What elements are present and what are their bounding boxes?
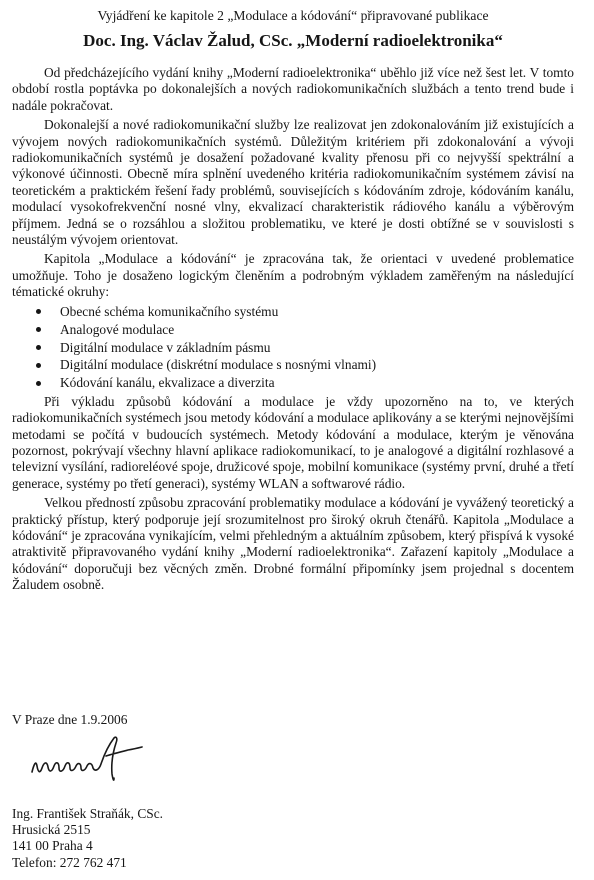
list-item-text: Digitální modulace v základním pásmu <box>60 339 271 355</box>
sender-name: Ing. František Straňák, CSc. <box>12 806 163 821</box>
sender-city: 141 00 Praha 4 <box>12 838 93 854</box>
sender-street: Hrusická 2515 <box>12 822 91 838</box>
paragraph-2: Dokonalejší a nové radiokomunikační služby lze realizovat jen zdokonalováním již existujících a vývojem nových radiokomunikačních systémů. Důležitým kritériem při zdokonalování a vývoji radiokomunikačních systémů je dosažení požadované kvality přenosu při co nejvyšší spektrální a výkonové účinnosti. Obecně míra splnění uvedeného kritéria radiokomunikačním systémem závisí na teoretickém a praktickém řešení řady problémů, souvisejících s kódováním zdroje, kódováním kanálu, modulací vysokofrekvenční nosné vlny, ekvalizací charakteristik rádiového kanálu a výběrovým příjmem. Jedná se o rozsáhlou a složitou problematiku, ve které je dosti obtížné se v souvislosti s neustálým vývojem orientovat. <box>12 117 574 248</box>
bullet-icon <box>36 381 41 386</box>
document-heading: Vyjádření ke kapitole 2 „Modulace a kódování“ připravované publikace <box>97 8 489 23</box>
bullet-icon <box>36 327 41 332</box>
handwritten-signature-icon <box>28 728 148 786</box>
bullet-icon <box>36 363 41 368</box>
document-title: Doc. Ing. Václav Žalud, CSc. „Moderní radioelektronika“ <box>83 31 503 50</box>
list-item <box>34 322 574 338</box>
topic-list <box>12 304 574 392</box>
sender-address <box>12 806 163 871</box>
list-item <box>34 357 574 373</box>
paragraph-3: Kapitola „Modulace a kódování“ je zpracována tak, že orientaci v uvedené problematice umožňuje. Toho je dosaženo logickým členěním a podrobným výkladem zaměřeným na následující tématické okruhy: <box>12 251 574 300</box>
document-date: V Praze dne 1.9.2006 <box>12 712 128 727</box>
list-item-text: Analogové modulace <box>60 321 175 337</box>
bullet-icon <box>36 309 41 314</box>
paragraph-4: Při výkladu způsobů kódování a modulace je vždy upozorněno na to, ve kterých radiokomunikačních systémech jsou metody kódování a modulace aplikovány a se kterými nejnovějšími metodami se počítá v budoucích systémech. Metody kódování a modulace, kterým je věnována pozornost, pokrývají všechny hlavní aplikace radiokomunikací, to je analogové a digitální rozhlasové a televizní vysílání, radioreléové spoje, družicové spoje, mobilní komunikace (systémy první, druhé a třetí generace, systémy po třetí generaci), systémy WLAN a softwarové rádio. <box>12 393 574 491</box>
paragraph-1: Od předcházejícího vydání knihy „Moderní radioelektronika“ uběhlo již více než šest let. V tomto období rostla poptávka po dokonalejších a nových radiokomunikačních službách a tento trend bude i nadále pokračovat. <box>12 65 574 113</box>
list-item-text: Obecné schéma komunikačního systému <box>60 303 279 319</box>
list-item-text: Digitální modulace (diskrétní modulace s nosnými vlnami) <box>60 357 377 373</box>
sender-phone: Telefon: 272 762 471 <box>12 854 127 870</box>
paragraph-5: Velkou předností způsobu zpracování problematiky modulace a kódování je vyvážený teoretický a praktický přístup, který podporuje její srozumitelnost pro široký okruh čtenářů. Kapitola „Modulace a kódování“ je zpracována vynikajícím, velmi přehledným a aktuálním způsobem, který přispívá k vysoké atraktivitě připravovaného vydání knihy „Moderní radioelektronika“. Zařazení kapitoly „Modulace a kódování“ doporučuji bez věcných změn. Drobné formální připomínky jsem projednal s docentem Žaludem osobně. <box>12 495 574 593</box>
bullet-icon <box>36 345 41 350</box>
list-item <box>34 375 574 391</box>
list-item-text: Kódování kanálu, ekvalizace a diverzita <box>60 375 275 391</box>
list-item <box>34 304 574 320</box>
document-body <box>12 65 574 594</box>
list-item <box>34 340 574 356</box>
